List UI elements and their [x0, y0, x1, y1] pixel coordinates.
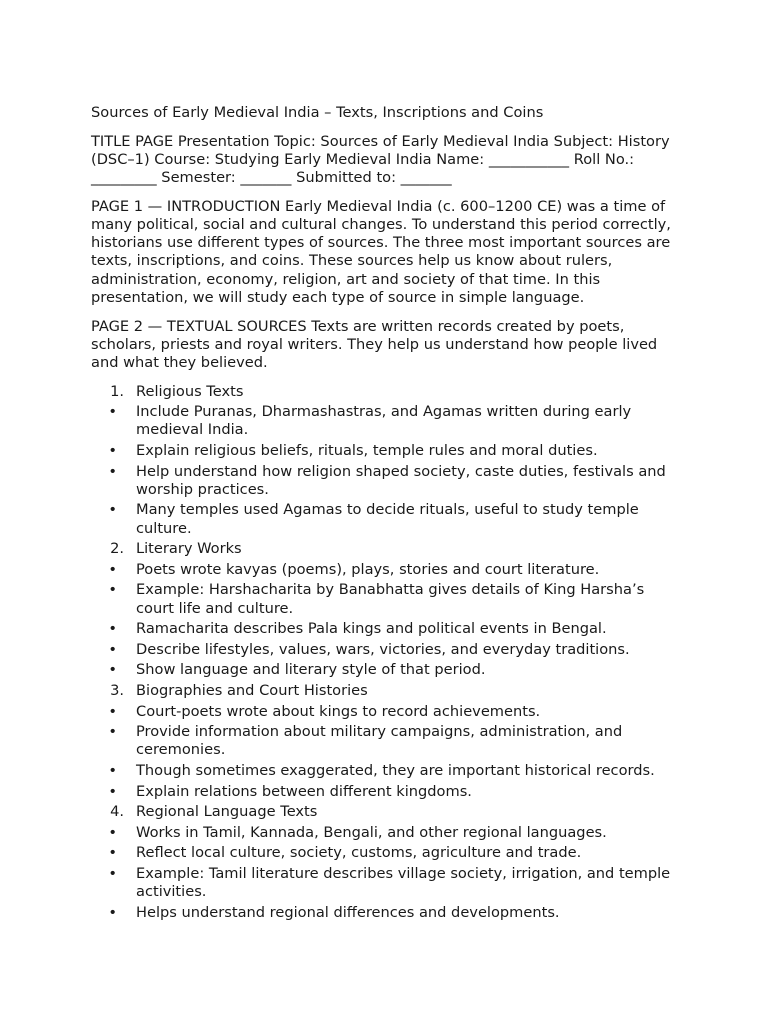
- list-item-text: Works in Tamil, Kannada, Bengali, and other regional languages.: [136, 823, 607, 841]
- bullet-marker: •: [108, 661, 117, 679]
- list-item-text: Example: Harshacharita by Banabhatta gives details of King Harsha’s court life and culture.: [136, 581, 645, 617]
- list-item: [91, 620, 681, 638]
- list-item: [91, 824, 681, 842]
- bullet-marker: •: [108, 501, 117, 519]
- list-item: [91, 904, 681, 922]
- number-marker: 1.: [110, 382, 124, 400]
- list-item: [91, 463, 681, 499]
- list-item-text: Help understand how religion shaped society, caste duties, festivals and worship practices.: [136, 462, 666, 498]
- number-marker: 4.: [110, 803, 124, 821]
- list-item: [91, 723, 681, 759]
- bullet-marker: •: [108, 723, 117, 741]
- list-item: [91, 403, 681, 439]
- list-item: [91, 682, 681, 700]
- list-item: [91, 641, 681, 659]
- list-item-text: Biographies and Court Histories: [136, 681, 368, 699]
- list-item-text: Many temples used Agamas to decide rituals, useful to study temple culture.: [136, 501, 639, 537]
- list-item-text: Show language and literary style of that period.: [136, 661, 486, 679]
- list-item-text: Court-poets wrote about kings to record achievements.: [136, 702, 541, 720]
- bullet-marker: •: [108, 823, 117, 841]
- list-item: [91, 762, 681, 780]
- list-item-text: Reflect local culture, society, customs, agriculture and trade.: [136, 844, 582, 862]
- list-item: [91, 442, 681, 460]
- bullet-marker: •: [108, 761, 117, 779]
- list-item: [91, 703, 681, 721]
- list-item-text: Though sometimes exaggerated, they are important historical records.: [136, 761, 655, 779]
- list-item: [91, 661, 681, 679]
- bullet-marker: •: [108, 903, 117, 921]
- list-item-text: Explain religious beliefs, rituals, temple rules and moral duties.: [136, 442, 598, 460]
- list-item: [91, 865, 681, 901]
- list-item-text: Helps understand regional differences and developments.: [136, 903, 560, 921]
- bullet-marker: •: [108, 442, 117, 460]
- page1-introduction-paragraph: PAGE 1 — INTRODUCTION Early Medieval India (c. 600–1200 CE) was a time of many political, social and cultural changes. To understand this period correctly, historians use different types of sources. The three most important sources are texts, inscriptions, and coins. These sources help us know about rulers, administration, economy, religion, art and society of that time. In this presentation, we will study each type of source in simple language.: [91, 197, 671, 306]
- list-item-text: Explain relations between different kingdoms.: [136, 782, 472, 800]
- list-item: [91, 501, 681, 537]
- bullet-marker: •: [108, 560, 117, 578]
- list-item: [91, 581, 681, 617]
- list-item: [91, 561, 681, 579]
- list-item-text: Describe lifestyles, values, wars, victories, and everyday traditions.: [136, 640, 630, 658]
- number-marker: 3.: [110, 681, 124, 699]
- list-item-text: Provide information about military campaigns, administration, and ceremonies.: [136, 723, 623, 759]
- sources-list: [91, 383, 681, 922]
- list-item-text: Ramacharita describes Pala kings and political events in Bengal.: [136, 620, 607, 638]
- bullet-marker: •: [108, 782, 117, 800]
- document-page: [91, 104, 681, 924]
- bullet-marker: •: [108, 620, 117, 638]
- page2-textual-sources-paragraph: PAGE 2 — TEXTUAL SOURCES Texts are written records created by poets, scholars, priests and royal writers. They help us understand how people lived and what they believed.: [91, 317, 658, 371]
- bullet-marker: •: [108, 864, 117, 882]
- list-item: [91, 383, 681, 401]
- bullet-marker: •: [108, 581, 117, 599]
- bullet-marker: •: [108, 640, 117, 658]
- title-page-paragraph: TITLE PAGE Presentation Topic: Sources of Early Medieval India Subject: History (DSC–1) Course: Studying Early Medieval India Name: ___________ Roll No.: _________ Semester: _______ Submitted to: _______: [91, 132, 670, 187]
- bullet-marker: •: [108, 462, 117, 480]
- list-item: [91, 844, 681, 862]
- bullet-marker: •: [108, 844, 117, 862]
- list-item-text: Regional Language Texts: [136, 803, 318, 821]
- document-heading: Sources of Early Medieval India – Texts, Inscriptions and Coins: [91, 104, 544, 121]
- list-item-text: Religious Texts: [136, 382, 244, 400]
- list-item: [91, 783, 681, 801]
- list-item-text: Literary Works: [136, 540, 242, 558]
- list-item-text: Include Puranas, Dharmashastras, and Agamas written during early medieval India.: [136, 403, 632, 439]
- list-item-text: Poets wrote kavyas (poems), plays, stories and court literature.: [136, 560, 600, 578]
- list-item: [91, 803, 681, 821]
- list-item-text: Example: Tamil literature describes village society, irrigation, and temple activities.: [136, 864, 671, 901]
- bullet-marker: •: [108, 403, 117, 421]
- number-marker: 2.: [110, 540, 124, 558]
- bullet-marker: •: [108, 702, 117, 720]
- list-item: [91, 540, 681, 558]
